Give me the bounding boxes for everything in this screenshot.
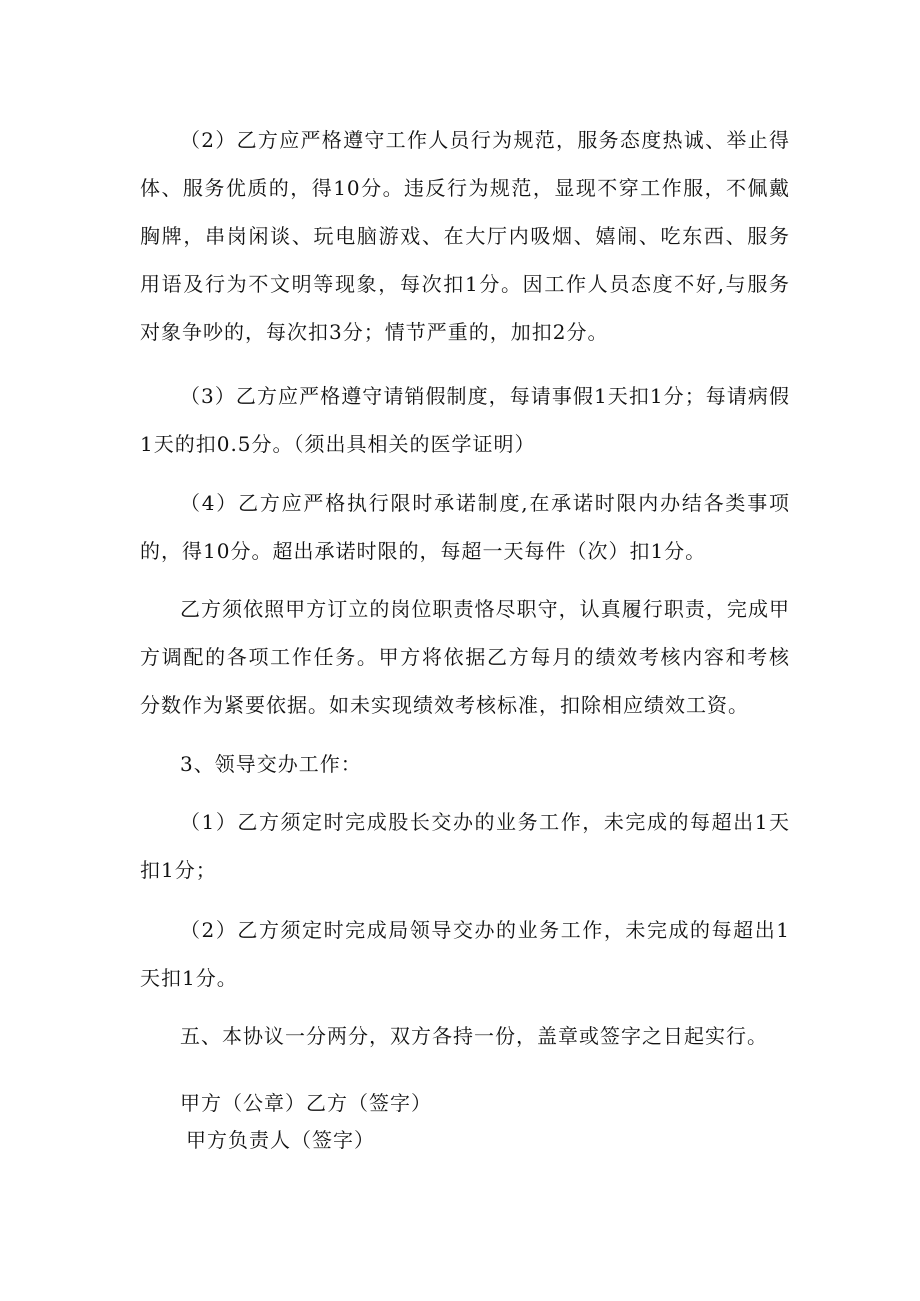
responsible-person-signature-line: 甲方负责人（签字）	[186, 1128, 375, 1152]
rule-4-deadline: （4）乙方应严格执行限时承诺制度,在承诺时限内办结各类事项的，得10分。超出承诺时限的，每超一天每件（次）扣1分。	[140, 491, 790, 563]
rule-3-leave: （3）乙方应严格遵守请销假制度，每请事假1天扣1分；每请病假1天的扣0.5分。（须出具相关的医学证明）	[140, 384, 790, 456]
rule-2-bureau-leader-work: （2）乙方须定时完成局领导交办的业务工作，未完成的每超出1天扣1分。	[140, 918, 790, 990]
rule-1-section-chief-work: （1）乙方须定时完成股长交办的业务工作，未完成的每超出1天扣1分；	[140, 810, 790, 882]
rule-2-conduct: （2）乙方应严格遵守工作人员行为规范，服务态度热诚、举止得体、服务优质的，得10分。违反行为规范，显现不穿工作服，不佩戴胸牌，串岗闲谈、玩电脑游戏、在大厅内吸烟、嬉闹、吃东西、服务用语及行为不文明等现象，每次扣1分。因工作人员态度不好,与服务对象争吵的，每次扣3分；情节严重的，加扣2分。	[140, 128, 790, 344]
agreement-effect-clause: 五、本协议一分两分，双方各持一份，盖章或签字之日起实行。	[180, 1024, 768, 1048]
performance-assessment: 乙方须依照甲方订立的岗位职责恪尽职守，认真履行职责，完成甲方调配的各项工作任务。甲方将依据乙方每月的绩效考核内容和考核分数作为紧要依据。如未实现绩效考核标准，扣除相应绩效工资。	[140, 597, 790, 717]
party-signature-line: 甲方（公章）乙方（签字）	[180, 1091, 432, 1115]
leader-assigned-work-heading: 3、领导交办工作：	[180, 752, 362, 776]
